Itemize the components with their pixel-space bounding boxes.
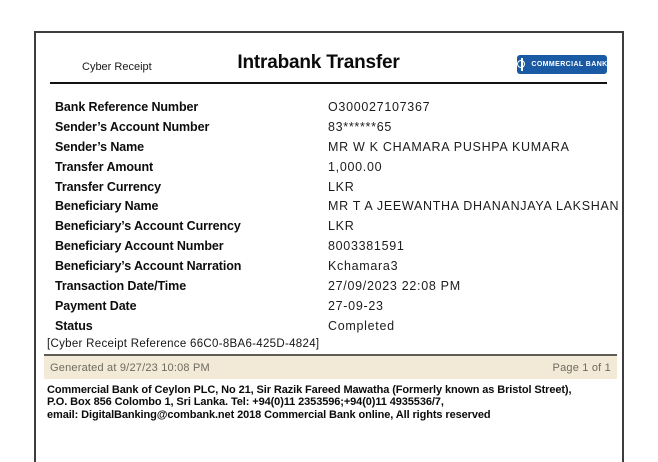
field-value: 1,000.00 [328,159,383,174]
footer-line: Commercial Bank of Ceylon PLC, No 21, Sir Razik Fareed Mawatha (Formerly known as Bristol Street), [47,384,572,396]
field-label: Transfer Amount [55,159,154,174]
field-label: Sender’s Account Number [55,119,210,134]
field-value: 83******65 [328,119,392,134]
field-label: Payment Date [55,298,137,313]
field-label: Transfer Currency [55,179,161,194]
bank-logo [517,55,607,74]
generated-at-text: Generated at 9/27/23 10:08 PM [50,361,210,374]
field-value: O300027107367 [328,99,431,114]
field-value: MR W K CHAMARA PUSHPA KUMARA [328,139,570,154]
field-label: Beneficiary Name [55,199,159,214]
field-value: LKR [328,219,355,234]
field-value: LKR [328,179,355,194]
field-value: 8003381591 [328,239,405,254]
generated-bar [44,354,617,379]
field-row [0,177,658,197]
field-value: 27/09/2023 22:08 PM [328,278,461,293]
field-label: Bank Reference Number [55,99,199,114]
footer-address [47,384,607,421]
field-row [0,276,658,296]
doc-type-label: Cyber Receipt [82,61,152,73]
field-label: Transaction Date/Time [55,278,187,293]
field-label: Beneficiary’s Account Currency [55,219,241,234]
footer-line: email: DigitalBanking@combank.net 2018 Commercial Bank online, All rights reserved [47,408,491,421]
page-title: Intrabank Transfer [237,52,400,73]
field-label: Status [55,318,93,333]
field-row [0,216,658,236]
field-row [0,236,658,256]
field-value: 27-09-23 [328,298,384,313]
header-divider [50,82,607,84]
bank-logo-label: COMMERCIAL BANK [531,61,608,68]
field-row [0,316,658,336]
receipt-reference: [Cyber Receipt Reference 66C0-8BA6-425D-4824] [47,338,320,350]
field-value: MR T A JEEWANTHA DHANANJAYA LAKSHAN [328,199,620,214]
field-row [0,157,658,177]
field-label: Sender’s Name [55,139,145,154]
fields-table [0,97,658,336]
footer-line: P.O. Box 856 Colombo 1, Sri Lanka. Tel: +94(0)11 2353596;+94(0)11 4935536/7, [47,396,444,409]
field-row [0,256,658,276]
field-row [0,97,658,117]
field-value: Completed [328,318,395,333]
page-number-text: Page 1 of 1 [552,361,611,374]
field-label: Beneficiary Account Number [55,239,224,254]
field-row [0,296,658,316]
field-label: Beneficiary’s Account Narration [55,259,242,274]
field-value: Kchamara3 [328,259,399,274]
field-row [0,137,658,157]
commercial-bank-icon [516,58,528,71]
field-row [0,196,658,216]
field-row [0,117,658,137]
